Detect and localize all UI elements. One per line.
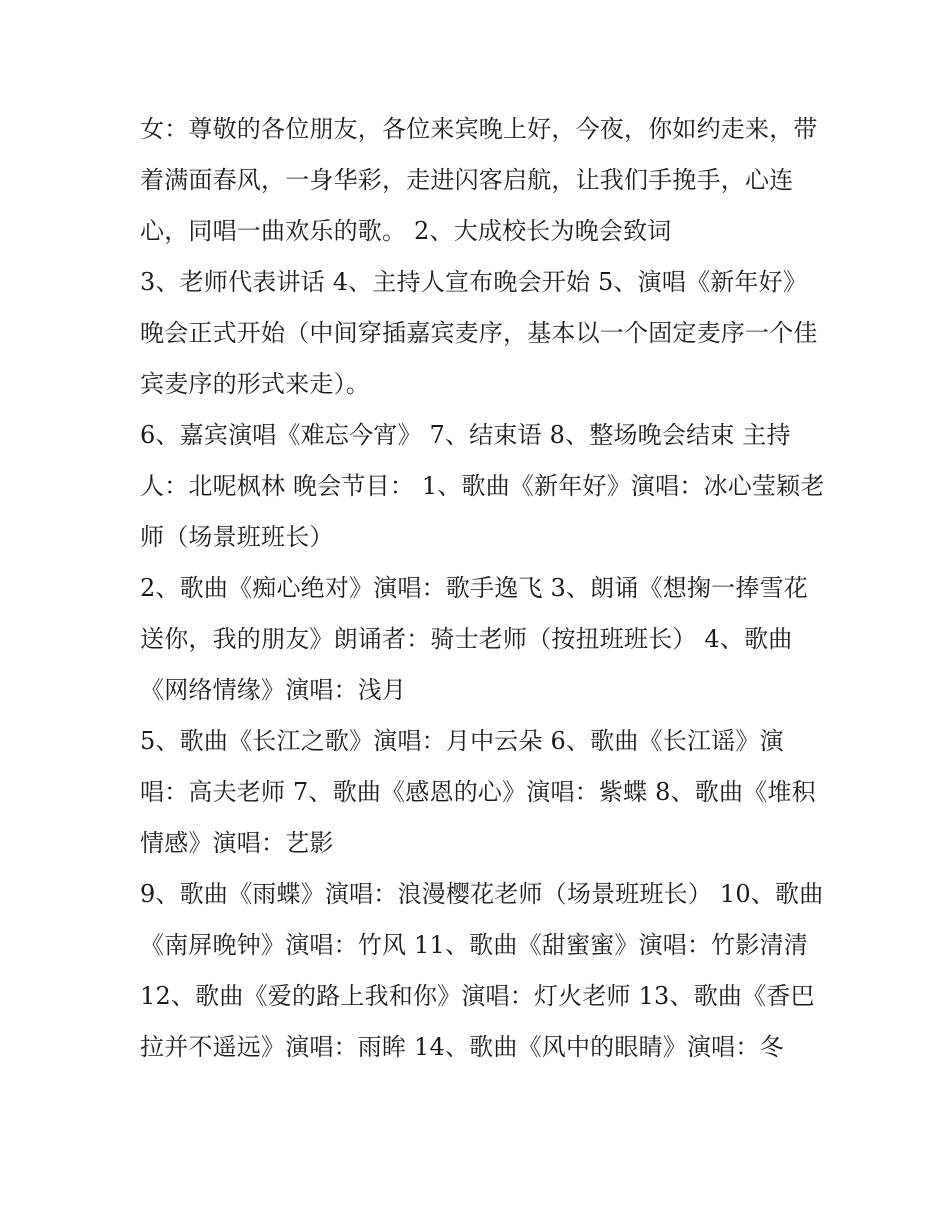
paragraph-songs-12-14: 12、歌曲《爱的路上我和你》演唱：灯火老师 13、歌曲《香巴拉并不遥远》演唱：雨眸 14、歌曲《风中的眼睛》演唱：冬 [140, 982, 815, 1061]
paragraph-program-start: 3、老师代表讲话 4、主持人宣布晚会开始 5、演唱《新年好》晚会正式开始（中间穿插嘉宾麦序，基本以一个固定麦序一个佳宾麦序的形式来走）。 [140, 268, 818, 398]
paragraph-program-end: 6、嘉宾演唱《难忘今宵》 7、结束语 8、整场晚会结束 主持人：北呢枫林 晚会节目： 1、歌曲《新年好》演唱：冰心莹颖老师（场景班班长） [140, 421, 825, 551]
paragraph-songs-5-8: 5、歌曲《长江之歌》演唱：月中云朵 6、歌曲《长江谣》演唱：高夫老师 7、歌曲《感恩的心》演唱：紫蝶 8、歌曲《堆积情感》演唱：艺影 [140, 727, 816, 857]
document-body [140, 104, 830, 1073]
paragraph-songs-2-4: 2、歌曲《痴心绝对》演唱：歌手逸飞 3、朗诵《想掬一捧雪花送你，我的朋友》朗诵者：骑士老师（按扭班班长） 4、歌曲《网络情缘》演唱：浅月 [140, 574, 808, 704]
paragraph-songs-9-11: 9、歌曲《雨蝶》演唱：浪漫樱花老师（场景班班长） 10、歌曲《南屏晚钟》演唱：竹风 11、歌曲《甜蜜蜜》演唱：竹影清清 [140, 880, 824, 959]
paragraph-host-opening: 女：尊敬的各位朋友，各位来宾晚上好，今夜，你如约走来，带着满面春风，一身华彩，走进闪客启航，让我们手挽手，心连心，同唱一曲欢乐的歌。 2、大成校长为晚会致词 [140, 115, 818, 245]
